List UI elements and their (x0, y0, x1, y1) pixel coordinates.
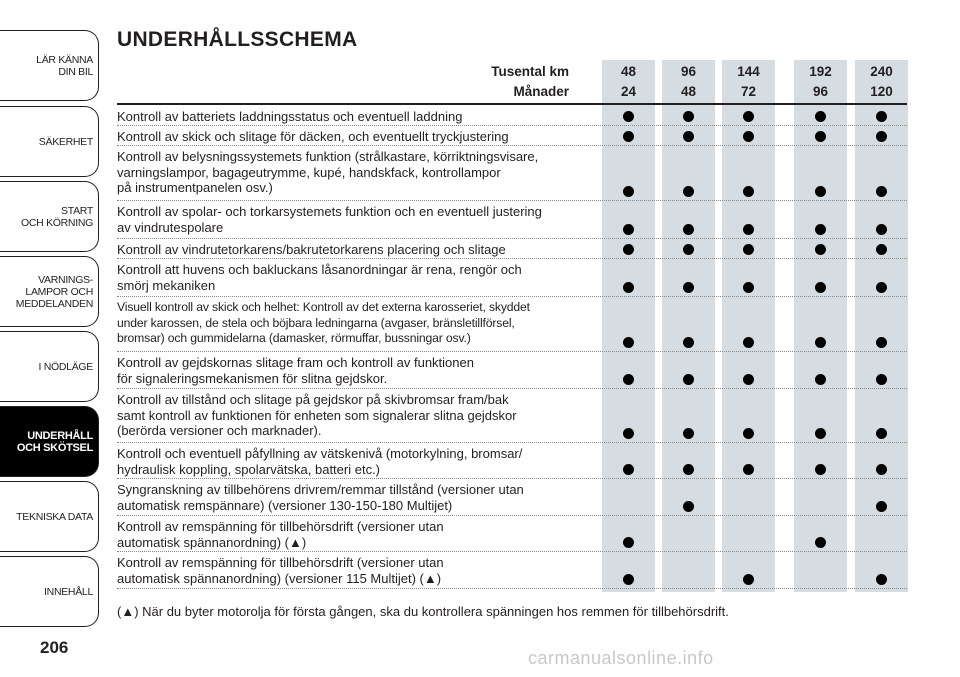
tab-underhall-och-skotsel[interactable]: UNDERHÅLL OCH SKÖTSEL (0, 406, 99, 477)
check-description: Kontroll av remspänning för tillbehörsdrift (versioner utan automatisk spännanordning) (versioner 115 Multijet) (▲) (117, 555, 444, 586)
service-mark-dot (683, 244, 694, 255)
service-mark-dot (876, 337, 887, 348)
schedule-row (117, 259, 907, 297)
service-mark-dot (623, 374, 634, 385)
schedule-row (117, 389, 907, 443)
schedule-row (117, 146, 907, 201)
service-mark-dot (815, 374, 826, 385)
check-description: Kontroll av belysningssystemets funktion (strålkastare, körriktningsvisare, varningslampor, bagageutrymme, kupé, handskfack, kontrollampor på instrumentpanelen osv.) (117, 149, 539, 195)
page-title: UNDERHÅLLSSCHEMA (117, 28, 358, 51)
tab-sakerhet[interactable]: SÄKERHET (0, 106, 99, 177)
service-mark-dot (623, 131, 634, 142)
check-description: Syngranskning av tillbehörens drivrem/remmar tillstånd (versioner utan automatisk remspännare) (versioner 130-150-180 Multijet) (117, 482, 524, 513)
header-months-value: 24 (620, 84, 637, 99)
service-mark-dot (623, 111, 634, 122)
header-km-value: 240 (870, 64, 893, 79)
service-mark-dot (623, 428, 634, 439)
schedule-row (117, 552, 907, 589)
service-mark-dot (815, 464, 826, 475)
service-mark-dot (683, 374, 694, 385)
check-description: Kontroll av gejdskornas slitage fram och kontroll av funktionen för signaleringsmekanismen för slitna gejdskor. (117, 355, 474, 386)
service-mark-dot (623, 537, 634, 548)
check-description: Kontroll av tillstånd och slitage på gejdskor på skivbromsar fram/bak samt kontroll av funktionen för enheten som signalerar slitna gejdskor (berörda versioner och marknader). (117, 392, 517, 438)
service-mark-dot (743, 186, 754, 197)
service-mark-dot (623, 224, 634, 235)
footnote: (▲) När du byter motorolja för första gången, ska du kontrollera spänningen hos remmen för tillbehörsdrift. (117, 604, 729, 619)
service-mark-dot (743, 337, 754, 348)
service-mark-dot (683, 501, 694, 512)
schedule-row (117, 106, 907, 126)
schedule-row (117, 443, 907, 479)
service-mark-dot (876, 111, 887, 122)
service-mark-dot (815, 186, 826, 197)
service-mark-dot (876, 464, 887, 475)
service-mark-dot (683, 464, 694, 475)
service-mark-dot (876, 282, 887, 293)
km-label: Tusental km (491, 64, 569, 79)
service-mark-dot (815, 537, 826, 548)
service-mark-dot (876, 131, 887, 142)
check-description: Visuell kontroll av skick och helhet: Kontroll av det externa karosseriet, skyddet under karossen, de stela och böjbara ledningarna (avgaser, bränsletillförsel, bromsar) och gummidelarna (damasker, rörmuffar, bussningar osv.) (117, 300, 530, 345)
schedule-row (117, 516, 907, 552)
service-mark-dot (876, 501, 887, 512)
service-mark-dot (743, 574, 754, 585)
schedule-row (117, 297, 907, 352)
check-description: Kontroll av batteriets laddningsstatus och eventuell laddning (117, 109, 463, 124)
schedule-table (117, 106, 907, 589)
service-mark-dot (623, 244, 634, 255)
service-mark-dot (743, 131, 754, 142)
header-months-value: 96 (812, 84, 829, 99)
service-mark-dot (815, 337, 826, 348)
service-mark-dot (623, 574, 634, 585)
service-mark-dot (876, 244, 887, 255)
header-months-value: 72 (740, 84, 757, 99)
tab-start-och-korning[interactable]: START OCH KÖRNING (0, 181, 99, 252)
service-mark-dot (815, 111, 826, 122)
service-mark-dot (743, 282, 754, 293)
service-mark-dot (683, 428, 694, 439)
service-mark-dot (743, 111, 754, 122)
service-mark-dot (876, 374, 887, 385)
check-description: Kontroll av skick och slitage för däcken, och eventuellt tryckjustering (117, 129, 509, 144)
service-mark-dot (743, 374, 754, 385)
service-mark-dot (876, 428, 887, 439)
schedule-row (117, 352, 907, 389)
service-mark-dot (876, 186, 887, 197)
service-mark-dot (683, 186, 694, 197)
service-mark-dot (683, 224, 694, 235)
service-mark-dot (683, 111, 694, 122)
watermark: carmanualsonline.info (528, 648, 714, 668)
schedule-row (117, 239, 907, 259)
header-km-value: 48 (620, 64, 637, 79)
months-label: Månader (513, 84, 569, 99)
service-mark-dot (683, 131, 694, 142)
service-mark-dot (623, 464, 634, 475)
service-mark-dot (876, 574, 887, 585)
service-mark-dot (743, 224, 754, 235)
schedule-row (117, 479, 907, 516)
check-description: Kontroll av remspänning för tillbehörsdrift (versioner utan automatisk spännanordning) (▲) (117, 519, 444, 550)
check-description: Kontroll av vindrutetorkarens/bakrutetorkarens placering och slitage (117, 242, 506, 257)
service-mark-dot (743, 428, 754, 439)
header-rule (117, 103, 907, 105)
service-mark-dot (743, 244, 754, 255)
service-mark-dot (876, 224, 887, 235)
header-km-value: 144 (737, 64, 760, 79)
tab-i-nodlage[interactable]: I NÖDLÄGE (0, 331, 99, 402)
check-description: Kontroll att huvens och bakluckans låsanordningar är rena, rengör och smörj mekaniken (117, 262, 522, 293)
schedule-row (117, 201, 907, 239)
check-description: Kontroll av spolar- och torkarsystemets funktion och en eventuell justering av vindrutespolare (117, 204, 542, 235)
page-number: 206 (40, 638, 69, 657)
service-mark-dot (815, 224, 826, 235)
service-mark-dot (683, 337, 694, 348)
service-mark-dot (815, 428, 826, 439)
check-description: Kontroll och eventuell påfyllning av vätskenivå (motorkylning, bromsar/ hydraulisk koppling, spolarvätska, batteri etc.) (117, 446, 523, 477)
schedule-row (117, 126, 907, 146)
service-mark-dot (815, 244, 826, 255)
service-mark-dot (743, 464, 754, 475)
tab-innehall[interactable]: INNEHÅLL (0, 556, 99, 627)
service-mark-dot (623, 282, 634, 293)
header-months-value: 120 (870, 84, 893, 99)
service-mark-dot (683, 282, 694, 293)
service-mark-dot (623, 186, 634, 197)
service-mark-dot (623, 337, 634, 348)
service-mark-dot (815, 282, 826, 293)
tab-tekniska-data[interactable]: TEKNISKA DATA (0, 481, 99, 552)
service-mark-dot (815, 131, 826, 142)
header-months-value: 48 (680, 84, 697, 99)
header-km-value: 96 (680, 64, 697, 79)
tab-varningslampor[interactable]: VARNINGS- LAMPOR OCH MEDDELANDEN (0, 256, 99, 327)
tab-lar-kanna-din-bil[interactable]: LÄR KÄNNA DIN BIL (0, 30, 99, 101)
header-km-value: 192 (809, 64, 832, 79)
